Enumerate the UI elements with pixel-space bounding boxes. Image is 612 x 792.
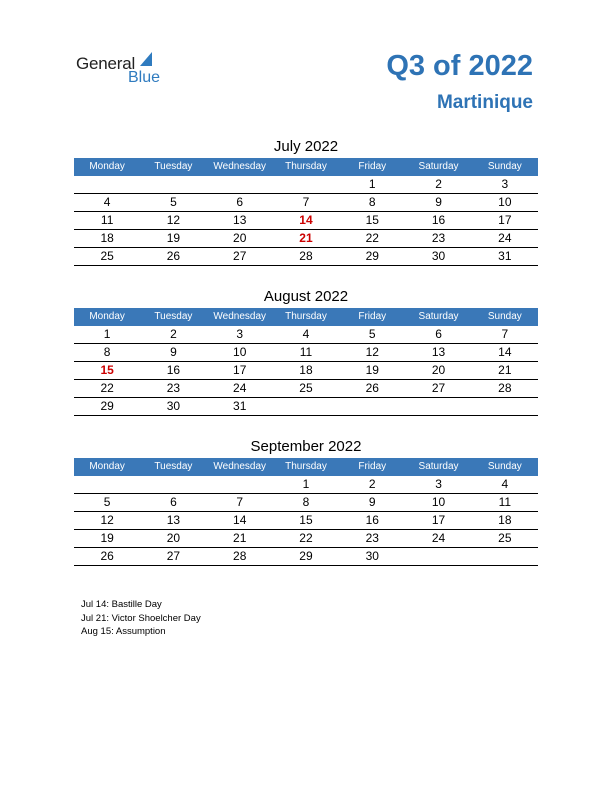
day-cell — [273, 398, 339, 415]
weekday-header — [74, 158, 538, 176]
month-july — [74, 137, 538, 266]
week-row — [74, 362, 538, 380]
weekday-label: Wednesday — [213, 161, 267, 172]
day-cell: 9 — [170, 345, 177, 359]
day-cell — [207, 476, 273, 493]
day-cell: 24 — [233, 381, 247, 395]
day-cell — [339, 398, 405, 415]
weekday-label: Thursday — [285, 461, 327, 472]
weekday-label: Sunday — [487, 461, 522, 472]
weekday-label: Thursday — [285, 311, 327, 322]
weekday-label: Friday — [358, 461, 387, 472]
day-cell: 27 — [431, 381, 446, 395]
day-cell: 31 — [498, 249, 512, 263]
day-cell: 8 — [302, 495, 310, 509]
weekday-header — [74, 308, 538, 326]
day-cell: 16 — [431, 213, 446, 227]
day-cell: 1 — [103, 327, 111, 341]
weekday-label: Tuesday — [154, 311, 193, 322]
day-cell: 22 — [299, 531, 313, 545]
week-row — [74, 398, 538, 416]
day-cell: 16 — [365, 513, 379, 527]
day-cell: 28 — [498, 381, 512, 395]
day-cell: 17 — [233, 363, 247, 377]
week-row — [74, 344, 538, 362]
day-cell: 1 — [302, 477, 310, 491]
day-cell: 31 — [233, 399, 247, 413]
month-august — [74, 287, 538, 416]
day-cell: 3 — [501, 177, 509, 191]
logo-text-general: General — [76, 54, 136, 73]
day-cell: 19 — [100, 531, 114, 545]
day-cell: 2 — [435, 177, 442, 191]
day-cell: 11 — [100, 213, 114, 227]
day-cell — [74, 176, 140, 193]
day-cell: 4 — [501, 477, 509, 491]
day-cell: 28 — [233, 549, 247, 563]
day-cell: 14 — [233, 513, 247, 527]
day-cell: 12 — [365, 345, 379, 359]
day-cell: 21 — [233, 531, 247, 545]
day-cell — [140, 476, 206, 493]
weekday-label: Friday — [358, 161, 387, 172]
day-cell: 25 — [498, 531, 512, 545]
month-title: September 2022 — [250, 438, 362, 455]
page-title: Q3 of 2022 — [386, 50, 533, 82]
weekday-label: Sunday — [487, 161, 522, 172]
day-cell: 26 — [166, 249, 181, 263]
day-cell: 17 — [431, 513, 446, 527]
day-cell: 9 — [368, 495, 376, 509]
weekday-label: Thursday — [285, 161, 327, 172]
day-cell — [472, 398, 538, 415]
week-row — [74, 248, 538, 266]
day-cell — [140, 176, 206, 193]
day-cell: 4 — [302, 327, 310, 341]
day-cell: 4 — [103, 195, 111, 209]
day-cell: 21 — [299, 231, 313, 245]
day-cell: 12 — [100, 513, 114, 527]
day-cell: 25 — [299, 381, 313, 395]
day-cell: 18 — [100, 231, 114, 245]
holiday-note: Jul 21: Victor Shoelcher Day — [81, 612, 201, 624]
day-cell: 3 — [236, 327, 244, 341]
week-row — [74, 212, 538, 230]
day-cell: 2 — [368, 477, 376, 491]
day-cell: 11 — [498, 495, 512, 509]
day-cell — [273, 176, 339, 193]
holiday-note: Jul 14: Bastille Day — [81, 599, 162, 610]
weekday-label: Saturday — [418, 311, 459, 322]
holiday-notes — [81, 598, 201, 639]
day-cell: 18 — [498, 513, 512, 527]
day-cell: 8 — [103, 345, 111, 359]
day-cell: 2 — [170, 327, 177, 341]
page-subtitle: Martinique — [436, 92, 533, 113]
weekday-label: Monday — [89, 161, 125, 172]
day-cell: 27 — [233, 249, 247, 263]
day-cell: 26 — [100, 549, 114, 563]
day-cell: 20 — [431, 363, 446, 377]
day-cell: 15 — [365, 213, 379, 227]
day-cell: 29 — [100, 399, 114, 413]
day-cell — [405, 548, 471, 565]
day-cell: 23 — [166, 381, 181, 395]
week-row — [74, 512, 538, 530]
day-cell: 15 — [299, 513, 313, 527]
day-cell: 3 — [435, 477, 442, 491]
day-cell: 5 — [170, 195, 177, 209]
day-cell: 27 — [166, 549, 181, 563]
day-cell: 24 — [431, 531, 446, 545]
day-cell: 7 — [302, 195, 310, 209]
day-cell: 6 — [435, 327, 442, 341]
weekday-label: Sunday — [487, 311, 522, 322]
day-cell: 9 — [435, 195, 442, 209]
weekday-header — [74, 458, 538, 476]
day-cell: 13 — [166, 513, 181, 527]
day-cell — [405, 398, 471, 415]
weekday-label: Friday — [358, 311, 387, 322]
day-cell: 20 — [166, 531, 181, 545]
day-cell: 22 — [100, 381, 114, 395]
day-cell: 1 — [368, 177, 376, 191]
day-cell: 26 — [365, 381, 379, 395]
week-row — [74, 230, 538, 248]
day-cell: 11 — [299, 345, 313, 359]
logo-text-blue: Blue — [128, 69, 161, 86]
day-cell: 14 — [498, 345, 512, 359]
weekday-label: Saturday — [418, 161, 459, 172]
week-row — [74, 548, 538, 566]
weekday-label: Saturday — [418, 461, 459, 472]
day-cell: 22 — [365, 231, 379, 245]
day-cell: 30 — [166, 399, 181, 413]
week-row — [74, 494, 538, 512]
week-row — [74, 530, 538, 548]
day-cell — [472, 548, 538, 565]
logo — [76, 52, 176, 86]
day-cell: 25 — [100, 249, 114, 263]
weekday-label: Wednesday — [213, 311, 267, 322]
day-cell: 10 — [233, 345, 247, 359]
day-cell: 17 — [498, 213, 512, 227]
day-cell: 6 — [170, 495, 177, 509]
day-cell: 29 — [299, 549, 313, 563]
day-cell: 12 — [166, 213, 181, 227]
month-september — [74, 437, 538, 566]
day-cell: 30 — [431, 249, 446, 263]
day-cell: 28 — [299, 249, 313, 263]
day-cell: 30 — [365, 549, 379, 563]
day-cell: 23 — [365, 531, 379, 545]
day-cell: 24 — [498, 231, 512, 245]
day-cell: 14 — [299, 213, 313, 227]
logo-triangle-icon — [140, 52, 152, 66]
weekday-label: Monday — [89, 311, 125, 322]
day-cell — [74, 476, 140, 493]
day-cell: 5 — [103, 495, 111, 509]
day-cell: 19 — [166, 231, 181, 245]
day-cell: 5 — [368, 327, 376, 341]
weekday-label: Monday — [89, 461, 125, 472]
day-cell: 13 — [233, 213, 247, 227]
day-cell: 18 — [299, 363, 313, 377]
day-cell: 16 — [166, 363, 181, 377]
weekday-label: Wednesday — [213, 461, 267, 472]
week-row — [74, 476, 538, 494]
day-cell: 23 — [431, 231, 446, 245]
day-cell: 10 — [431, 495, 446, 509]
week-row — [74, 176, 538, 194]
week-row — [74, 326, 538, 344]
day-cell: 21 — [498, 363, 512, 377]
day-cell: 7 — [501, 327, 509, 341]
weekday-label: Tuesday — [154, 461, 193, 472]
day-cell: 13 — [431, 345, 446, 359]
week-row — [74, 380, 538, 398]
day-cell: 6 — [236, 195, 244, 209]
holiday-note: Aug 15: Assumption — [81, 626, 166, 637]
day-cell: 20 — [233, 231, 247, 245]
day-cell: 29 — [365, 249, 379, 263]
day-cell: 19 — [365, 363, 379, 377]
month-title: July 2022 — [273, 138, 339, 155]
month-title: August 2022 — [263, 288, 349, 305]
week-row — [74, 194, 538, 212]
day-cell: 8 — [368, 195, 376, 209]
day-cell — [207, 176, 273, 193]
weekday-label: Tuesday — [154, 161, 193, 172]
day-cell: 10 — [498, 195, 512, 209]
day-cell: 7 — [236, 495, 244, 509]
day-cell: 15 — [100, 363, 114, 377]
